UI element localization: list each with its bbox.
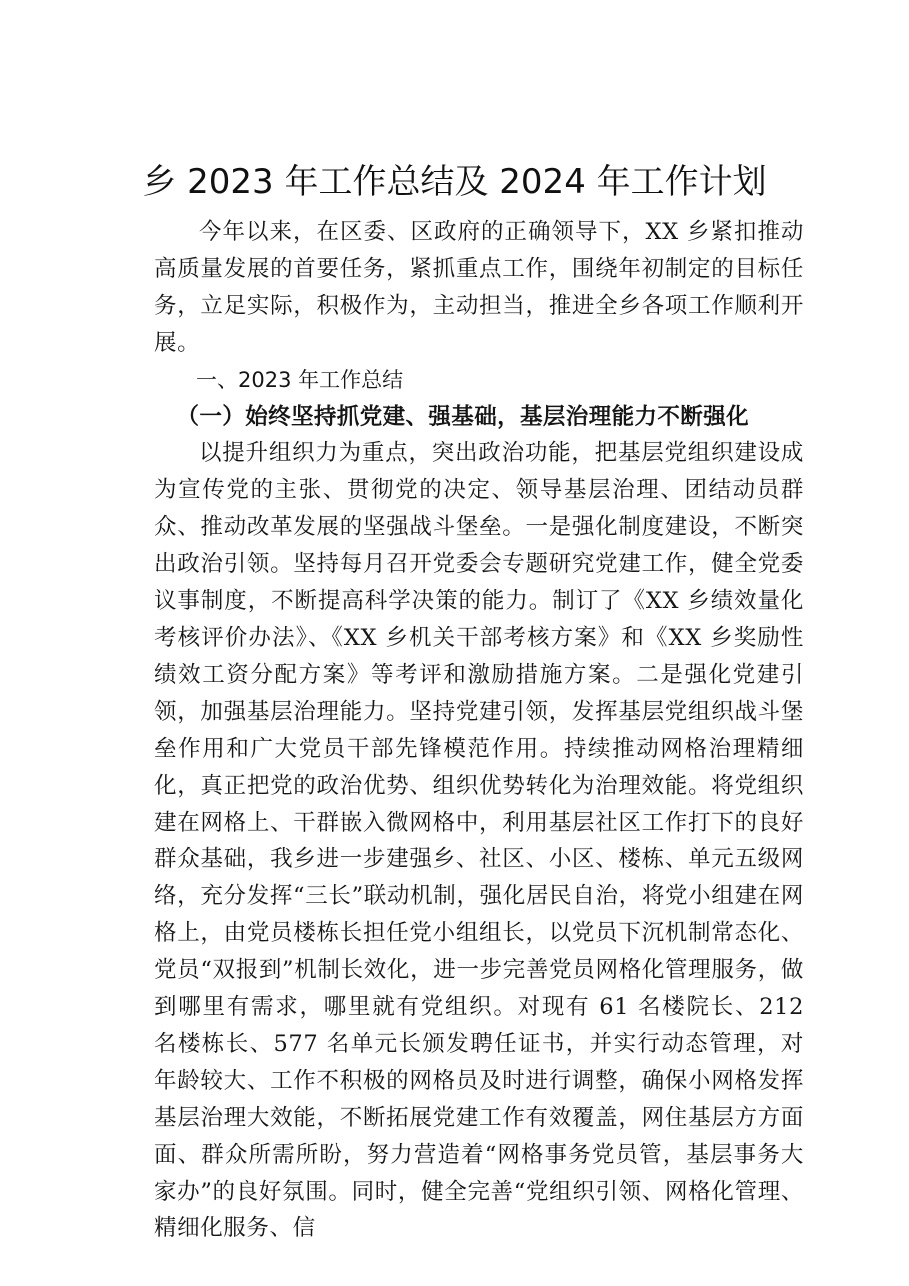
body-paragraph: 以提升组织力为重点，突出政治功能，把基层党组织建设成为宣传党的主张、贯彻党的决定、领导基层治理、团结动员群众、推动改革发展的坚强战斗堡垒。一是强化制度建设，不断突出政治引领。坚持每月召开党委会专题研究党建工作，健全党委议事制度，不断提高科学决策的能力。制订了《XX 乡绩效量化考核评价办法》、《XX 乡机关干部考核方案》和《XX 乡奖励性绩效工资分配方案》等考评和激励措施方案。二是强化党建引领，加强基层治理能力。坚持党建引领，发挥基层党组织战斗堡垒作用和广大党员干部先锋模范作用。持续推动网格治理精细化，真正把党的政治优势、组织优势转化为治理效能。将党组织建在网格上、干群嵌入微网格中，利用基层社区工作打下的良好群众基础，我乡进一步建强乡、社区、小区、楼栋、单元五级网络，充分发挥“三长”联动机制，强化居民自治，将党小组建在网格上，由党员楼栋长担任党小组组长，以党员下沉机制常态化、党员“双报到”机制长效化，进一步完善党员网格化管理服务，做到哪里有需求，哪里就有党组织。对现有 61 名楼院长、212 名楼栋长、577 名单元长颁发聘任证书，并实行动态管理，对年龄较大、工作不积极的网格员及时进行调整，确保小网格发挥基层治理大效能，不断拓展党建工作有效覆盖，网住基层方方面面、群众所需所盼，努力营造着“网格事务党员管，基层事务大家办”的良好氛围。同时，健全完善“党组织引领、网格化管理、精细化服务、信 (154, 440, 804, 1242)
document-body (154, 214, 804, 1247)
document-title: 乡 2023 年工作总结及 2024 年工作计划 (142, 162, 767, 202)
subsection-heading: （一）始终坚持抓党建、强基础，基层治理能力不断强化 (176, 403, 750, 430)
section-heading: 一、2023 年工作总结 (196, 367, 404, 392)
intro-paragraph: 今年以来，在区委、区政府的正确领导下，XX 乡紧扣推动高质量发展的首要任务，紧抓重点工作，围绕年初制定的目标任务，立足实际，积极作为，主动担当，推进全乡各项工作顺利开展。 (154, 219, 804, 356)
